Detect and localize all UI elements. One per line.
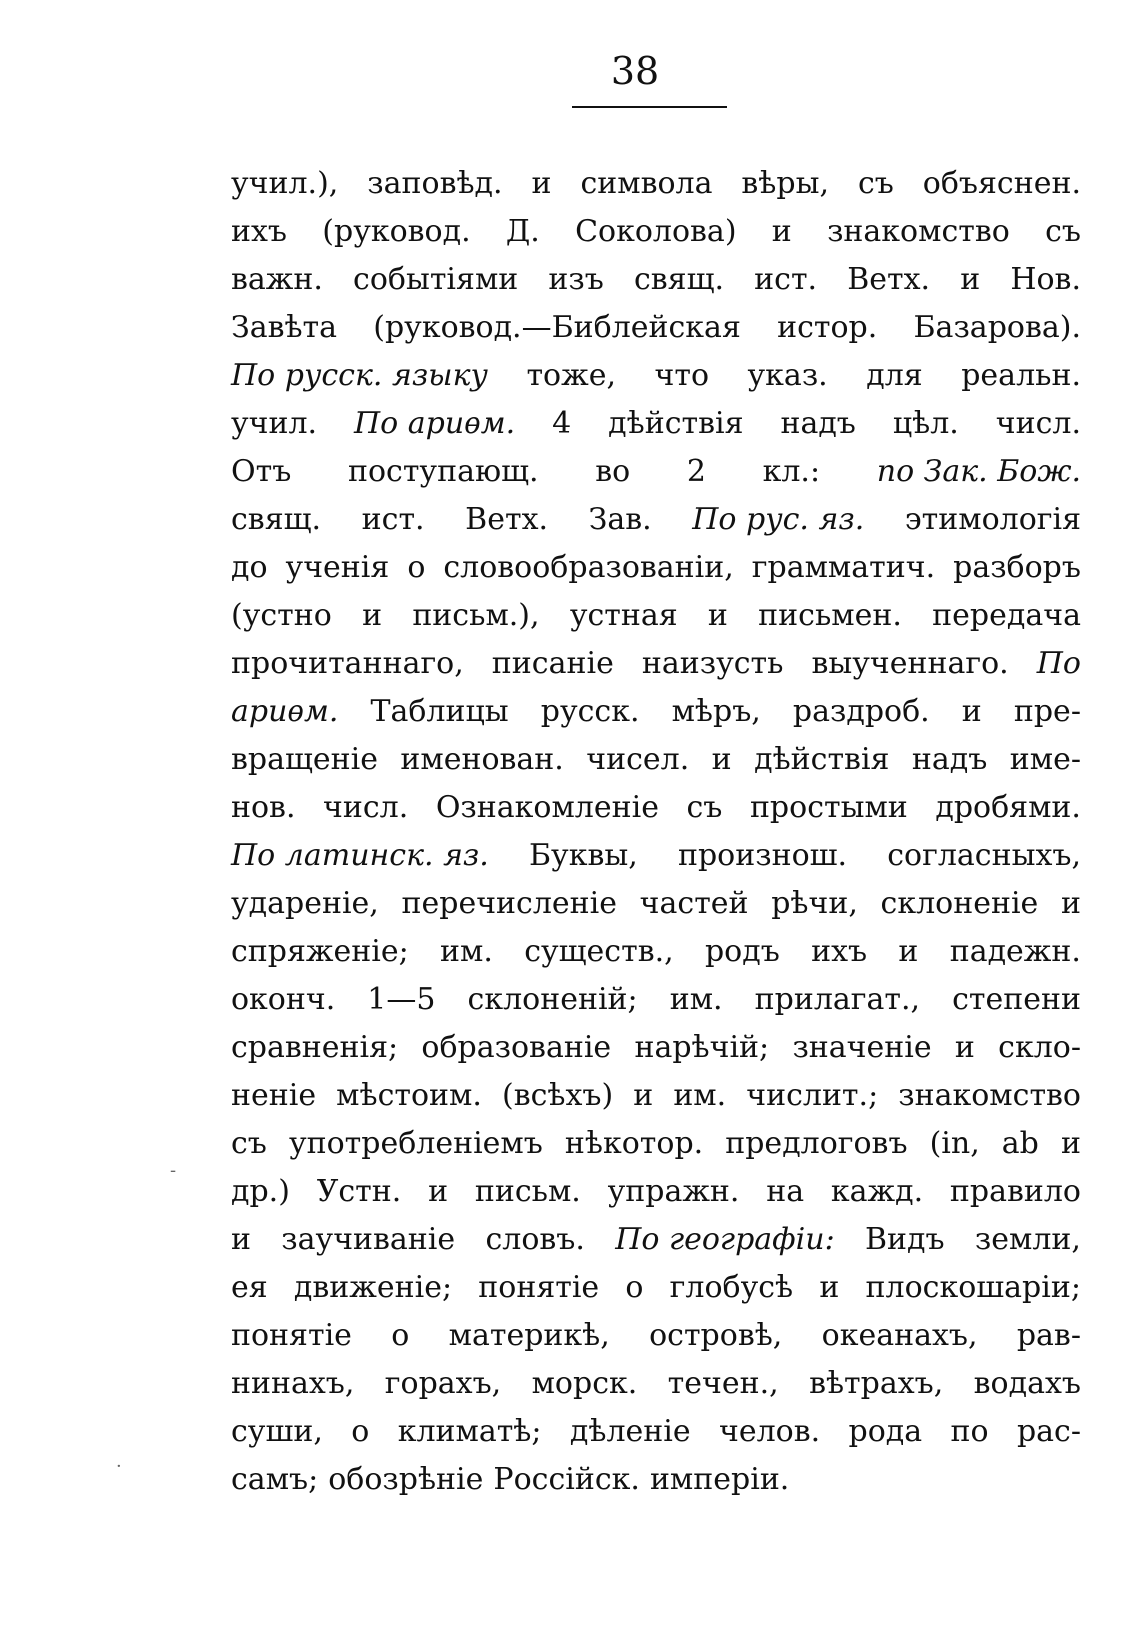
word: письм. <box>474 1174 581 1209</box>
word: для <box>866 358 923 393</box>
word: и <box>231 1222 251 1257</box>
word: (устно <box>231 598 332 633</box>
word: значеніе <box>792 1030 932 1065</box>
word: свящ. <box>633 262 725 297</box>
word: склоненій; <box>467 982 638 1017</box>
word: съ <box>857 166 894 201</box>
word: самъ; <box>231 1462 319 1497</box>
text-line <box>231 880 1081 928</box>
word: и <box>898 934 919 969</box>
word: и <box>954 1030 975 1065</box>
word: согласныхъ, <box>887 838 1081 873</box>
word: родъ <box>704 934 780 969</box>
word: словообразованіи, <box>443 550 734 585</box>
word: прочитаннаго, <box>231 646 464 681</box>
word: устная <box>569 598 678 633</box>
word: кажд. <box>830 1174 924 1209</box>
text-line <box>231 928 1081 976</box>
word: Базарова). <box>913 310 1081 345</box>
word: климатѣ; <box>397 1414 542 1449</box>
word: и <box>819 1270 840 1305</box>
word: вращеніе <box>231 742 378 777</box>
italic-heading: По рус. яз. <box>692 502 865 537</box>
word: и <box>960 262 981 297</box>
text-line <box>231 976 1081 1024</box>
word: океанахъ, <box>821 1318 978 1353</box>
word: водахъ <box>973 1366 1081 1401</box>
text-line <box>231 832 1081 880</box>
word: островѣ, <box>649 1318 783 1353</box>
word: надъ <box>911 742 988 777</box>
word: числит.; <box>746 1078 879 1113</box>
word: Видъ <box>864 1222 945 1257</box>
word: степени <box>952 982 1081 1017</box>
italic-heading: ариѳм. <box>231 694 339 729</box>
word: поступающ. <box>347 454 539 489</box>
text-line <box>231 688 1081 736</box>
header-rule <box>572 106 727 108</box>
text-line <box>231 496 1081 544</box>
word: (in, <box>929 1126 980 1161</box>
word: свящ. <box>231 502 322 537</box>
word: разборъ <box>953 550 1081 585</box>
word: до <box>231 550 268 585</box>
word: числ. <box>323 790 409 825</box>
word: объяснен. <box>922 166 1081 201</box>
word: Зав. <box>588 502 652 537</box>
word: глобусѣ <box>669 1270 794 1305</box>
word: чисел. <box>586 742 690 777</box>
text-line <box>231 1216 1081 1264</box>
word: 1—5 <box>367 982 436 1017</box>
word: Таблицы <box>370 694 509 729</box>
word: вѣры, <box>741 166 830 201</box>
text-line <box>231 1120 1081 1168</box>
word: пре- <box>1013 694 1081 729</box>
text-line <box>231 160 1081 208</box>
word: передача <box>932 598 1081 633</box>
word: письм.), <box>412 598 540 633</box>
text-line <box>231 1360 1081 1408</box>
word: Россійск. <box>493 1462 640 1497</box>
text-line <box>231 736 1081 784</box>
word: тоже, <box>526 358 616 393</box>
word: др.) <box>231 1174 290 1209</box>
word: мѣръ, <box>671 694 761 729</box>
margin-mark: · <box>116 1456 122 1477</box>
text-line <box>231 256 1081 304</box>
word: понятіе <box>478 1270 600 1305</box>
word: по <box>950 1414 989 1449</box>
word: частей <box>639 886 749 921</box>
word: (всѣхъ) <box>501 1078 614 1113</box>
word: рѣчи, <box>771 886 858 921</box>
word: течен., <box>667 1366 779 1401</box>
word: земли, <box>974 1222 1081 1257</box>
word: существ., <box>524 934 674 969</box>
word: русск. <box>540 694 640 729</box>
word: письмен. <box>758 598 902 633</box>
word: дробями. <box>935 790 1081 825</box>
word: сравненія; <box>231 1030 399 1065</box>
word: числ. <box>995 406 1081 441</box>
word: грамматич. <box>751 550 936 585</box>
word: плоскошаріи; <box>865 1270 1081 1305</box>
word: горахъ, <box>384 1366 502 1401</box>
italic-heading: по Зак. Бож. <box>876 454 1081 489</box>
word: 2 <box>686 454 706 489</box>
word: и <box>771 214 792 249</box>
word: Завѣта <box>231 310 338 345</box>
word: нѣкотор. <box>564 1126 704 1161</box>
word: неніе <box>231 1078 317 1113</box>
word: писаніе <box>491 646 614 681</box>
word: ист. <box>361 502 425 537</box>
body-text <box>231 160 1081 1504</box>
italic-heading: По ариѳм. <box>354 406 516 441</box>
word: ученія <box>285 550 390 585</box>
word: что <box>654 358 710 393</box>
word: именован. <box>400 742 564 777</box>
word: морск. <box>531 1366 638 1401</box>
word: ист. <box>754 262 818 297</box>
word: правило <box>949 1174 1081 1209</box>
word: имперіи. <box>649 1462 790 1497</box>
word: во <box>595 454 631 489</box>
word: простыми <box>749 790 908 825</box>
text-line <box>231 1264 1081 1312</box>
word: понятіе <box>231 1318 352 1353</box>
word: дѣленіе <box>569 1414 691 1449</box>
word: скло- <box>998 1030 1081 1065</box>
word: предлоговъ <box>725 1126 908 1161</box>
text-line <box>231 784 1081 832</box>
word: рас- <box>1016 1414 1081 1449</box>
italic-heading: По географіи: <box>615 1222 835 1257</box>
word: событіями <box>353 262 519 297</box>
word: им. <box>673 1078 727 1113</box>
text-line <box>231 1456 1081 1504</box>
word: словъ. <box>485 1222 585 1257</box>
word: дѣйствія <box>754 742 890 777</box>
word: съ <box>686 790 723 825</box>
word: Нов. <box>1010 262 1081 297</box>
word: этимологія <box>904 502 1081 537</box>
word: о <box>351 1414 370 1449</box>
text-line <box>231 640 1081 688</box>
word: обозрѣніе <box>328 1462 484 1497</box>
word: нов. <box>231 790 296 825</box>
word: и <box>707 598 728 633</box>
word: рав- <box>1016 1318 1081 1353</box>
word: произнош. <box>677 838 848 873</box>
text-line <box>231 1312 1081 1360</box>
word: знакомство <box>827 214 1010 249</box>
word: ея <box>231 1270 268 1305</box>
word: Отъ <box>231 454 292 489</box>
word: и <box>1060 886 1081 921</box>
word: нарѣчій; <box>634 1030 770 1065</box>
word: склоненіе <box>880 886 1039 921</box>
word: заучиваніе <box>281 1222 456 1257</box>
page-number: 38 <box>610 49 660 93</box>
word: кл.: <box>762 454 821 489</box>
italic-heading: По русск. языку <box>231 358 488 393</box>
word: знакомство <box>898 1078 1081 1113</box>
word: символа <box>580 166 713 201</box>
word: и <box>362 598 383 633</box>
word: падежн. <box>949 934 1081 969</box>
word: (руковод.—Библейская <box>373 310 741 345</box>
word: и <box>1060 1126 1081 1161</box>
word: раздроб. <box>792 694 930 729</box>
word: оконч. <box>231 982 336 1017</box>
word: ихъ <box>231 214 288 249</box>
word: име- <box>1009 742 1081 777</box>
word: ab <box>1001 1126 1039 1161</box>
word: Ветх. <box>465 502 549 537</box>
word: и <box>961 694 982 729</box>
text-line <box>231 304 1081 352</box>
word: цѣл. <box>892 406 959 441</box>
word: мѣстоим. <box>336 1078 482 1113</box>
word: и <box>711 742 732 777</box>
text-line <box>231 448 1081 496</box>
word: материкѣ, <box>448 1318 610 1353</box>
word: упражн. <box>607 1174 740 1209</box>
word: Соколова) <box>575 214 737 249</box>
word: заповѣд. <box>367 166 503 201</box>
italic-heading: По латинск. яз. <box>231 838 489 873</box>
word: вѣтрахъ, <box>809 1366 944 1401</box>
word: прилагат., <box>754 982 921 1017</box>
word: движеніе; <box>293 1270 453 1305</box>
word: о <box>391 1318 410 1353</box>
word: наизусть <box>641 646 784 681</box>
word: и <box>531 166 552 201</box>
text-line <box>231 592 1081 640</box>
word: суши, <box>231 1414 323 1449</box>
word: о <box>407 550 426 585</box>
word: важн. <box>231 262 323 297</box>
word: учил. <box>231 406 318 441</box>
text-line <box>231 1024 1081 1072</box>
word: употребленіемъ <box>288 1126 543 1161</box>
text-line <box>231 1408 1081 1456</box>
word: съ <box>1045 214 1081 249</box>
word: и <box>428 1174 449 1209</box>
word: рода <box>848 1414 923 1449</box>
italic-heading: По <box>1036 646 1081 681</box>
text-line <box>231 544 1081 592</box>
word: Буквы, <box>529 838 638 873</box>
word: перечисленіе <box>401 886 618 921</box>
word: Д. <box>505 214 540 249</box>
word: (руковод. <box>322 214 471 249</box>
word: дѣйствія <box>608 406 744 441</box>
text-line <box>231 1072 1081 1120</box>
word: на <box>766 1174 805 1209</box>
margin-mark: - <box>170 1160 177 1181</box>
word: Ознакомленіе <box>435 790 659 825</box>
word: указ. <box>747 358 828 393</box>
word: им. <box>440 934 493 969</box>
word: 4 <box>552 406 572 441</box>
word: изъ <box>548 262 604 297</box>
word: выученнаго. <box>811 646 1009 681</box>
word: учил.), <box>231 166 339 201</box>
text-line <box>231 352 1081 400</box>
word: Устн. <box>316 1174 402 1209</box>
word: нинахъ, <box>231 1366 355 1401</box>
word: Ветх. <box>847 262 931 297</box>
word: о <box>625 1270 644 1305</box>
word: съ <box>231 1126 267 1161</box>
word: реальн. <box>961 358 1081 393</box>
word: надъ <box>780 406 856 441</box>
word: и <box>633 1078 654 1113</box>
word: челов. <box>718 1414 821 1449</box>
text-line <box>231 400 1081 448</box>
text-line <box>231 208 1081 256</box>
word: им. <box>669 982 723 1017</box>
text-line <box>231 1168 1081 1216</box>
word: ихъ <box>811 934 868 969</box>
word: удареніе, <box>231 886 379 921</box>
word: спряженіе; <box>231 934 409 969</box>
word: образованіе <box>421 1030 612 1065</box>
word: истор. <box>777 310 878 345</box>
